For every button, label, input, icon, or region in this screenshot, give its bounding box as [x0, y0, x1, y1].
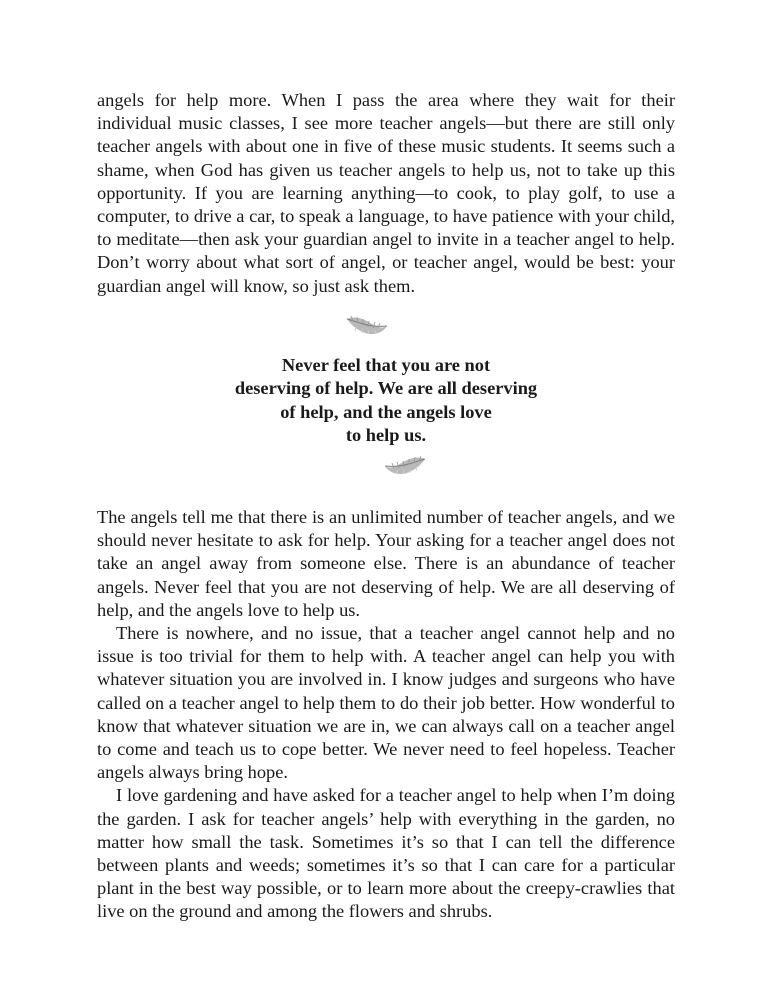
pull-quote: Never feel that you are not deserving of help. We are all deserving of help, and the angels love to help us.	[234, 355, 538, 446]
paragraph: I love gardening and have asked for a teacher angel to help when I’m doing the garden. I ask for teacher angels’ help with everything in the garden, no matter how small the task. Sometimes it’s so that I can tell the difference between plants and weeds; sometimes it’s so that I can care for a particular plant in the best way possible, or to learn more about the creepy-crawlies that live on the ground and among the flowers and shrubs.	[97, 785, 675, 922]
paragraph: The angels tell me that there is an unlimited number of teacher angels, and we should never hesitate to ask for help. Your asking for a teacher angel does not take an angel away from someone else. There is an abundance of teacher angels. Never feel that you are not deserving of help. We are all deserving of help, and the angels love to help us.	[97, 507, 675, 620]
paragraph: There is nowhere, and no issue, that a teacher angel cannot help and no issue is too trivial for them to help with. A teacher angel can help you with whatever situation you are involved in. I know judges and surgeons who have called on a teacher angel to help them to do their job better. How wonderful to know that whatever situation we are in, we can always call on a teacher angel to come and teach us to cope better. We never need to feel hopeless. Teacher angels always bring hope.	[97, 623, 675, 783]
text-block-bottom	[97, 506, 675, 924]
feather-icon	[382, 450, 428, 478]
text-block-top	[97, 89, 675, 298]
feather-icon	[344, 310, 390, 338]
paragraph-continued: angels for help more. When I pass the area where they wait for their individual music classes, I see more teacher angels—but there are still only teacher angels with about one in five of these music students. It seems such a shame, when God has given us teacher angels to help us, not to take up this opportunity. If you are learning anything—to cook, to play golf, to use a computer, to drive a car, to speak a language, to have patience with your child, to meditate—then ask your guardian angel to invite in a teacher angel to help. Don’t worry about what sort of angel, or teacher angel, would be best: your guardian angel will know, so just ask them.	[97, 90, 675, 296]
